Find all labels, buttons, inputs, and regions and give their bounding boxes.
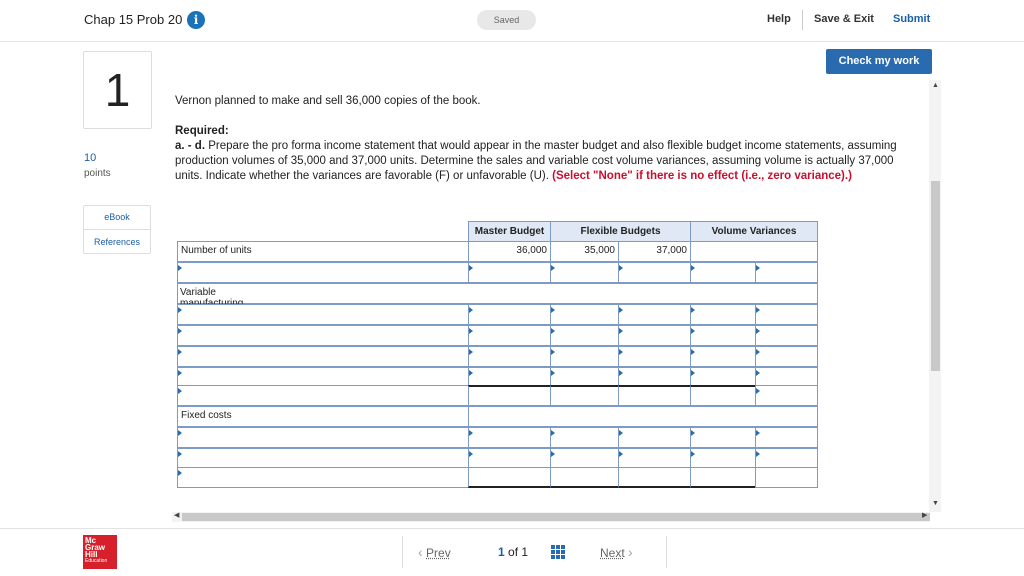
variable-costs-label: Variable — [180, 287, 216, 298]
variable-row-1-master-input[interactable] — [468, 304, 551, 325]
sales-variance-fu-select[interactable] — [755, 262, 818, 283]
chevron-right-icon: › — [628, 544, 633, 560]
chevron-left-icon: ‹ — [418, 544, 423, 560]
subtotal-flex-37000-value — [618, 385, 691, 406]
variable-row-2-variance-input[interactable] — [690, 325, 756, 346]
fixed-row-2-flex-35000-input[interactable] — [550, 448, 619, 469]
variable-costs-heading — [177, 283, 818, 304]
help-link[interactable]: Help — [767, 13, 791, 25]
question-number: 1 — [83, 51, 152, 129]
sales-flex-35000-input[interactable] — [550, 262, 619, 283]
subtotal-master-value — [468, 385, 551, 406]
variable-row-3-master-input[interactable] — [468, 346, 551, 367]
logo-line-3: Hill — [85, 550, 98, 559]
variable-row-3-label-input[interactable] — [177, 346, 469, 367]
variable-row-3-flex-37000-input[interactable] — [618, 346, 691, 367]
subtotal-flex-35000-value — [550, 385, 619, 406]
saved-status-badge: Saved — [477, 10, 536, 30]
save-exit-link[interactable]: Save & Exit — [814, 13, 874, 25]
fixed-row-2-variance-input[interactable] — [690, 448, 756, 469]
net-income-label-input[interactable] — [177, 467, 469, 488]
subtotal-variance-value — [690, 385, 756, 406]
net-income-flex-35000-value — [550, 467, 619, 488]
question-text — [175, 94, 920, 184]
fixed-row-1-flex-37000-input[interactable] — [618, 427, 691, 448]
scroll-down-icon[interactable]: ▼ — [932, 500, 939, 507]
page-of-label: of — [508, 545, 519, 559]
fixed-row-1-flex-35000-input[interactable] — [550, 427, 619, 448]
footer-divider-left — [402, 536, 403, 568]
logo-line-4: Education — [85, 558, 108, 564]
variable-row-3-variance-input[interactable] — [690, 346, 756, 367]
total-pages: 1 — [521, 545, 529, 559]
top-bar — [0, 0, 1024, 42]
net-income-fu-cell — [755, 467, 818, 488]
fixed-row-2-master-input[interactable] — [468, 448, 551, 469]
units-flex-37000-value: 37,000 — [618, 241, 691, 262]
fixed-row-1-variance-input[interactable] — [690, 427, 756, 448]
logo-line-1: Mc — [85, 536, 97, 545]
sales-flex-37000-input[interactable] — [618, 262, 691, 283]
header-flexible-budgets: Flexible Budgets — [550, 221, 691, 242]
variable-row-2-master-input[interactable] — [468, 325, 551, 346]
subtotal-fu-select[interactable] — [755, 385, 818, 406]
units-variance-cell — [690, 241, 818, 262]
variable-row-2-flex-35000-input[interactable] — [550, 325, 619, 346]
footer-divider-right — [666, 536, 667, 568]
fixed-costs-spacer — [468, 406, 818, 427]
header-master-budget: Master Budget — [468, 221, 551, 242]
net-income-master-value — [468, 467, 551, 488]
horizontal-scroll-thumb[interactable] — [182, 513, 930, 521]
question-grid-icon[interactable] — [551, 545, 565, 559]
submit-link[interactable]: Submit — [893, 13, 931, 25]
parts-label: a. - d. — [175, 140, 206, 152]
scroll-up-icon[interactable]: ▲ — [932, 82, 939, 89]
net-income-flex-37000-value — [618, 467, 691, 488]
variable-row-1-fu-select[interactable] — [755, 304, 818, 325]
info-icon[interactable]: i — [187, 11, 205, 29]
select-none-note: (Select "None" if there is no effect (i.e., zero variance).) — [552, 170, 852, 182]
variable-row-2-fu-select[interactable] — [755, 325, 818, 346]
vertical-scroll-thumb[interactable] — [931, 181, 940, 371]
required-heading: Required: — [175, 125, 229, 137]
points-label: points — [84, 168, 111, 179]
references-link[interactable]: References — [93, 237, 141, 247]
header-divider — [802, 10, 803, 30]
prev-label: Prev — [426, 546, 451, 560]
header-volume-variances: Volume Variances — [690, 221, 818, 242]
units-row-label: Number of units — [177, 241, 469, 262]
variable-row-3-flex-35000-input[interactable] — [550, 346, 619, 367]
variable-row-1-flex-35000-input[interactable] — [550, 304, 619, 325]
sales-master-input[interactable] — [468, 262, 551, 283]
next-button[interactable] — [600, 544, 633, 560]
instruction-text: Prepare the pro forma income statement that would appear in the master budget and also flexible budget income statements, assuming production volumes of 35,000 and 37,000 units. Determine the sales and variable cost volume variances, assuming volume is actually 37,000 units. Indicate whether the variances are favorable (F) or unfavorable (U). — [175, 140, 897, 182]
assignment-title: Chap 15 Prob 20 — [84, 12, 183, 27]
scroll-left-icon[interactable]: ◀ — [174, 512, 180, 519]
fixed-row-1-label-input[interactable] — [177, 427, 469, 448]
units-master-value: 36,000 — [468, 241, 551, 262]
resource-links — [83, 205, 151, 254]
page-indicator — [498, 545, 528, 559]
points-value: 10 — [84, 152, 97, 164]
question-instruction — [175, 139, 920, 184]
variable-row-1-flex-37000-input[interactable] — [618, 304, 691, 325]
fixed-row-2-fu-select[interactable] — [755, 448, 818, 469]
subtotal-label-input[interactable] — [177, 385, 469, 406]
sales-variance-amount-input[interactable] — [690, 262, 756, 283]
logo-line-2: Graw — [85, 543, 106, 552]
mcgraw-hill-logo — [83, 535, 117, 569]
scroll-right-icon[interactable]: ▶ — [922, 512, 928, 519]
ebook-link[interactable]: eBook — [84, 206, 150, 230]
fixed-row-2-label-input[interactable] — [177, 448, 469, 469]
current-page: 1 — [498, 545, 505, 559]
check-my-work-button[interactable]: Check my work — [826, 49, 932, 74]
variable-row-3-fu-select[interactable] — [755, 346, 818, 367]
variable-row-1-variance-input[interactable] — [690, 304, 756, 325]
fixed-row-1-master-input[interactable] — [468, 427, 551, 448]
prev-button[interactable] — [418, 544, 451, 560]
fixed-row-2-flex-37000-input[interactable] — [618, 448, 691, 469]
variable-row-1-label-input[interactable] — [177, 304, 469, 325]
variable-row-2-label-input[interactable] — [177, 325, 469, 346]
variable-row-2-flex-37000-input[interactable] — [618, 325, 691, 346]
net-income-variance-value — [690, 467, 756, 488]
question-intro: Vernon planned to make and sell 36,000 copies of the book. — [175, 95, 481, 107]
next-label: Next — [600, 546, 625, 560]
fixed-row-1-fu-select[interactable] — [755, 427, 818, 448]
sales-label-input[interactable] — [177, 262, 469, 283]
fixed-costs-label: Fixed costs — [177, 406, 469, 427]
units-flex-35000-value: 35,000 — [550, 241, 619, 262]
